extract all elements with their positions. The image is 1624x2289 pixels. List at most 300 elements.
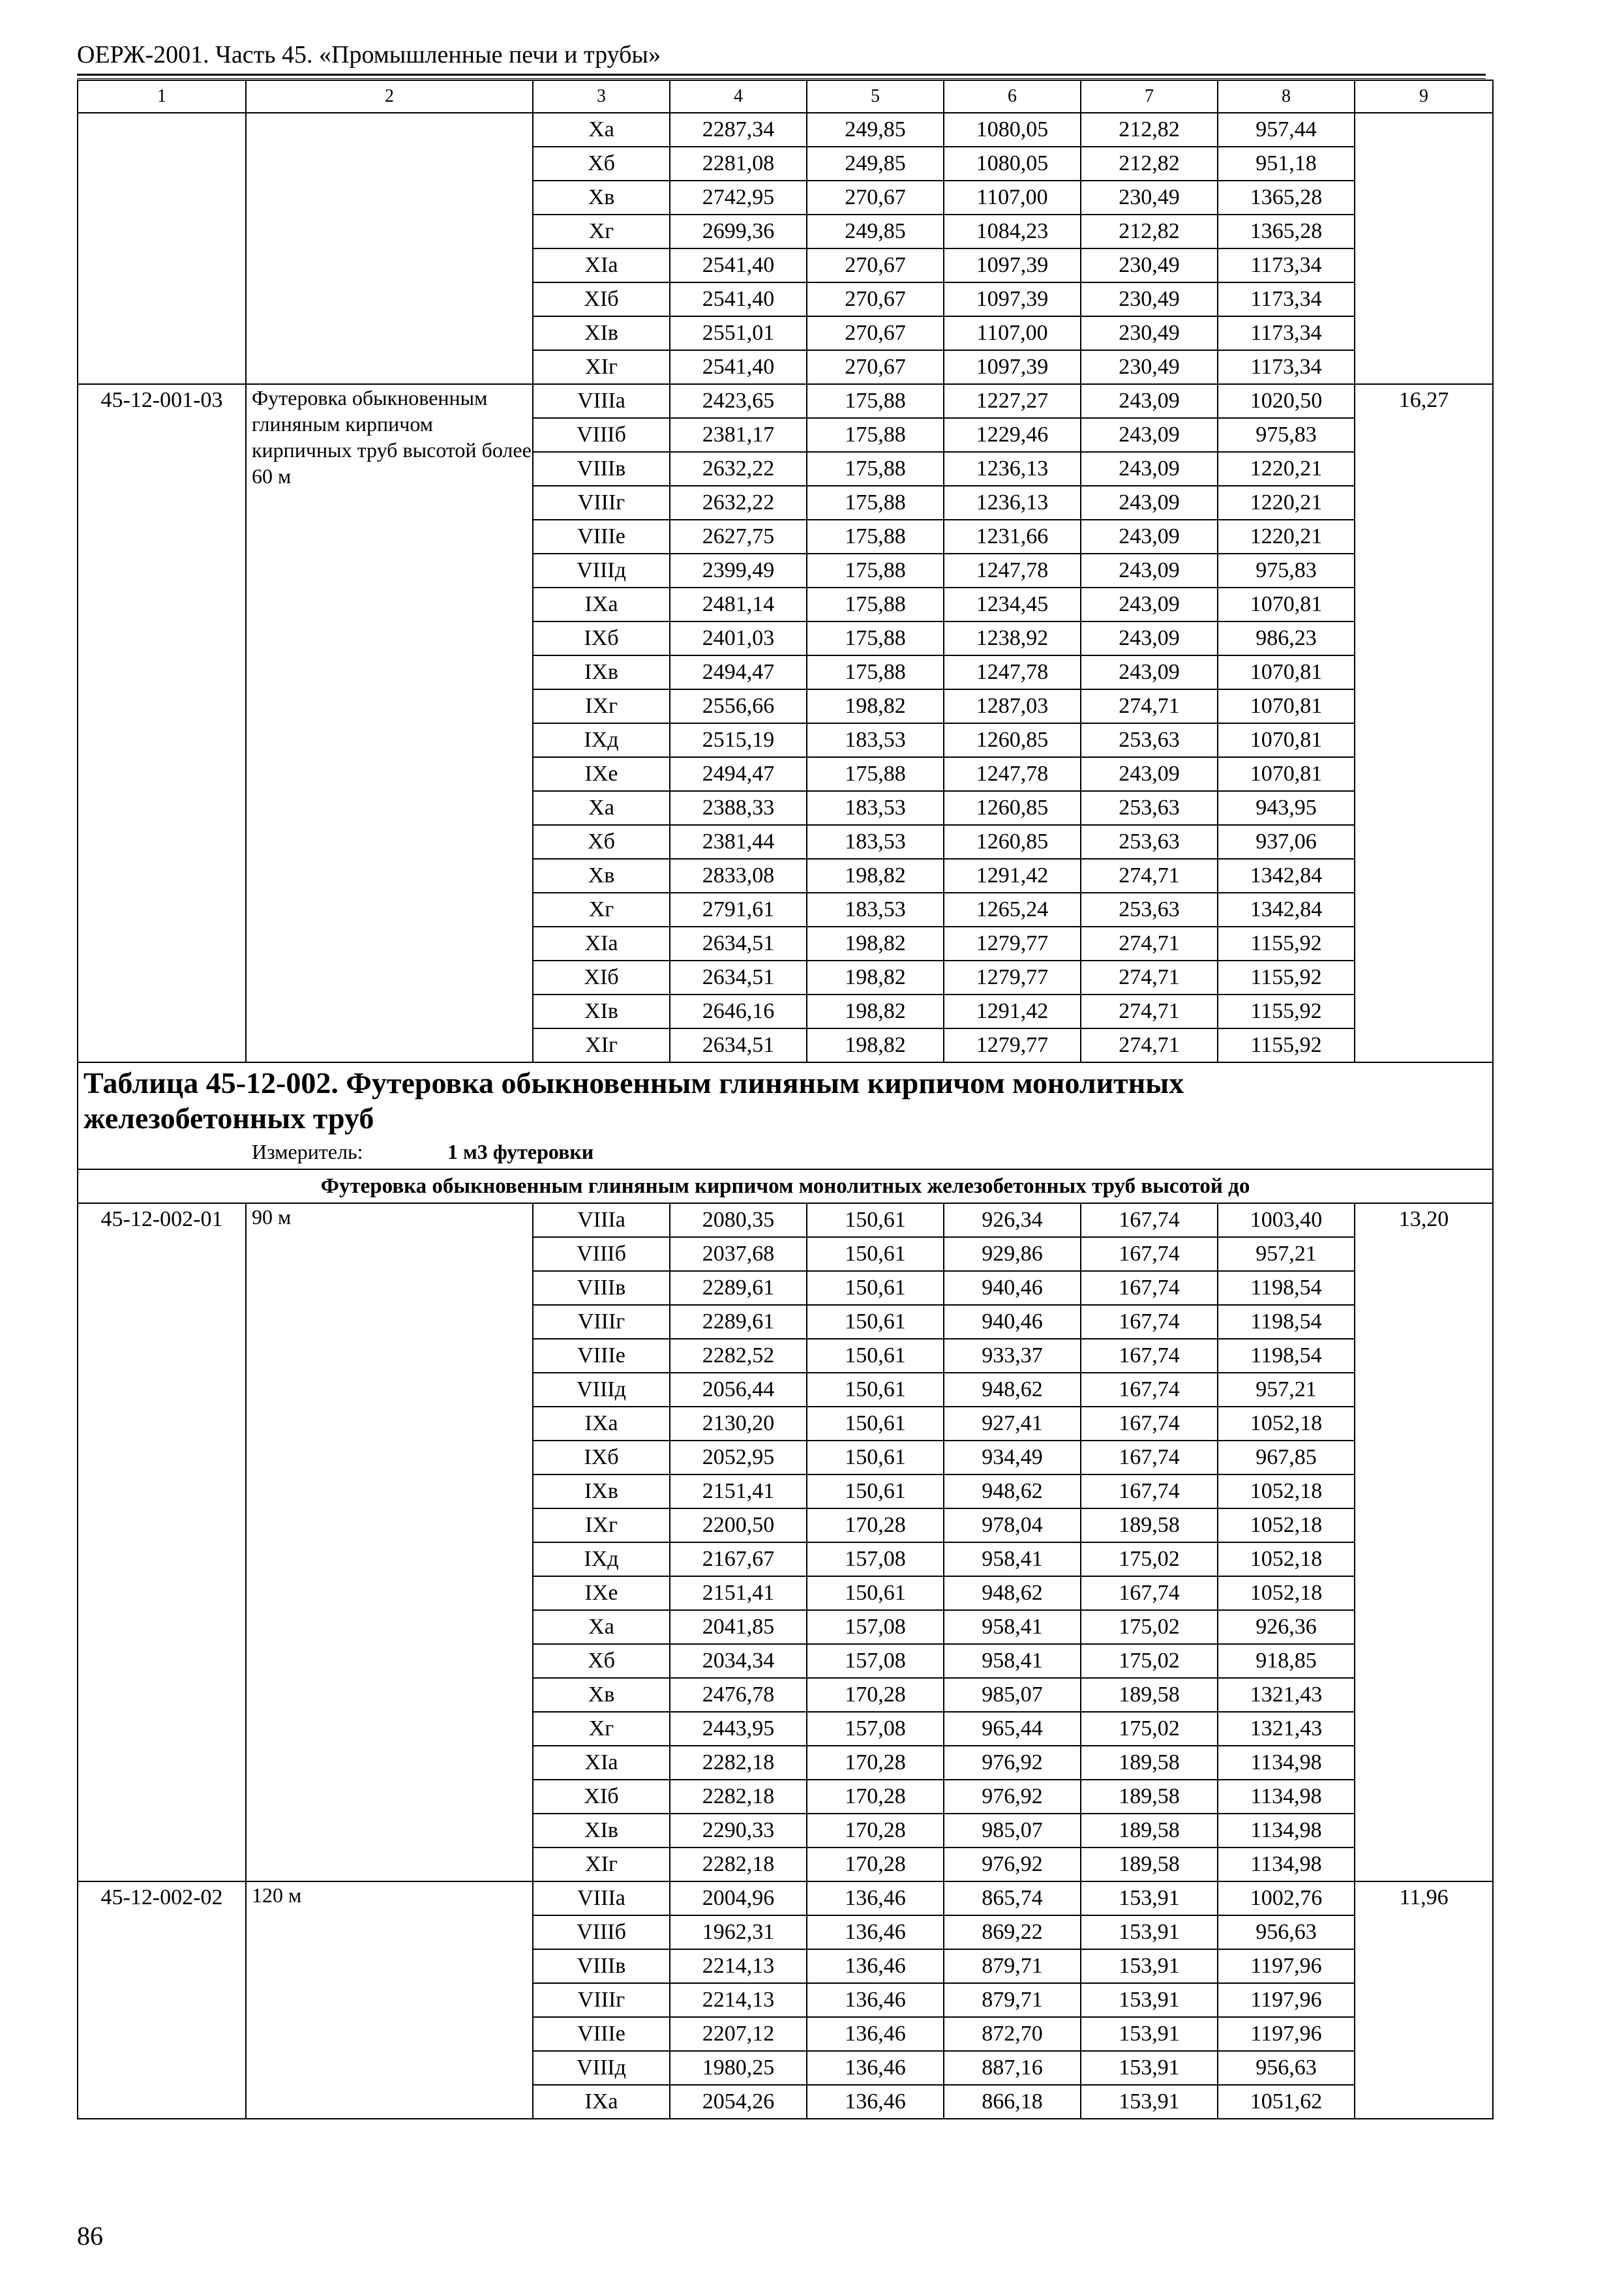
value-cell: 1291,42 — [944, 859, 1081, 893]
zone-cell: VIIIе — [533, 1339, 670, 1373]
zone-cell: IХд — [533, 1542, 670, 1576]
value-cell: 976,92 — [944, 1746, 1081, 1780]
value-cell: 1197,96 — [1218, 2017, 1355, 2051]
zone-cell: VIIIа — [533, 384, 670, 418]
value-cell: 183,53 — [807, 825, 944, 859]
labor-norm: 13,20 — [1355, 1203, 1493, 1881]
value-cell: 2289,61 — [670, 1271, 807, 1305]
value-cell: 957,21 — [1218, 1373, 1355, 1407]
value-cell: 975,83 — [1218, 554, 1355, 588]
column-number-cell: 8 — [1218, 80, 1355, 113]
value-cell: 879,71 — [944, 1949, 1081, 1983]
measure-unit-label: Измеритель: — [252, 1140, 363, 1163]
zone-cell: IХе — [533, 757, 670, 791]
value-cell: 2742,95 — [670, 181, 807, 215]
value-cell: 175,88 — [807, 384, 944, 418]
zone-cell: IХа — [533, 588, 670, 621]
column-number-cell: 2 — [246, 80, 533, 113]
value-cell: 136,46 — [807, 2051, 944, 2085]
value-cell: 2281,08 — [670, 147, 807, 181]
value-cell: 274,71 — [1081, 961, 1218, 995]
rate-code: 45-12-002-02 — [78, 1881, 246, 2119]
value-cell: 2541,40 — [670, 350, 807, 384]
value-cell: 175,88 — [807, 418, 944, 452]
rate-description: 90 м — [246, 1203, 533, 1881]
value-cell: 243,09 — [1081, 655, 1218, 689]
value-cell: 175,88 — [807, 621, 944, 655]
value-cell: 270,67 — [807, 181, 944, 215]
value-cell: 183,53 — [807, 893, 944, 927]
value-cell: 150,61 — [807, 1271, 944, 1305]
value-cell: 175,02 — [1081, 1644, 1218, 1678]
value-cell: 136,46 — [807, 2017, 944, 2051]
value-cell: 270,67 — [807, 350, 944, 384]
zone-cell: ХIб — [533, 1780, 670, 1814]
value-cell: 157,08 — [807, 1712, 944, 1746]
value-cell: 153,91 — [1081, 2017, 1218, 2051]
rate-description: 120 м — [246, 1881, 533, 2119]
labor-norm-continued — [1355, 113, 1493, 384]
value-cell: 2388,33 — [670, 791, 807, 825]
value-cell: 1197,96 — [1218, 1983, 1355, 2017]
value-cell: 150,61 — [807, 1373, 944, 1407]
value-cell: 175,88 — [807, 554, 944, 588]
value-cell: 212,82 — [1081, 147, 1218, 181]
value-cell: 948,62 — [944, 1373, 1081, 1407]
zone-cell: ХIг — [533, 350, 670, 384]
measure-unit — [83, 1136, 1492, 1167]
value-cell: 243,09 — [1081, 418, 1218, 452]
value-cell: 1173,34 — [1218, 316, 1355, 350]
measure-unit-value: 1 м3 футеровки — [447, 1140, 594, 1163]
table-subheading: Футеровка обыкновенным глиняным кирпичом монолитных железобетонных труб высотой до — [78, 1169, 1493, 1203]
value-cell: 1084,23 — [944, 215, 1081, 248]
labor-norm: 11,96 — [1355, 1881, 1493, 2119]
value-cell: 1080,05 — [944, 147, 1081, 181]
value-cell: 926,36 — [1218, 1610, 1355, 1644]
zone-cell: VIIIг — [533, 1983, 670, 2017]
value-cell: 157,08 — [807, 1610, 944, 1644]
value-cell: 167,74 — [1081, 1237, 1218, 1271]
value-cell: 943,95 — [1218, 791, 1355, 825]
value-cell: 1342,84 — [1218, 859, 1355, 893]
value-cell: 167,74 — [1081, 1576, 1218, 1610]
value-cell: 212,82 — [1081, 215, 1218, 248]
zone-cell: Хв — [533, 181, 670, 215]
value-cell: 167,74 — [1081, 1373, 1218, 1407]
value-cell: 2381,17 — [670, 418, 807, 452]
value-cell: 985,07 — [944, 1814, 1081, 1848]
zone-cell: IХд — [533, 723, 670, 757]
zone-cell: Ха — [533, 791, 670, 825]
value-cell: 157,08 — [807, 1644, 944, 1678]
rate-code-continued — [78, 113, 246, 384]
value-cell: 958,41 — [944, 1610, 1081, 1644]
value-cell: 189,58 — [1081, 1746, 1218, 1780]
value-cell: 2634,51 — [670, 927, 807, 961]
value-cell: 865,74 — [944, 1881, 1081, 1915]
value-cell: 1134,98 — [1218, 1746, 1355, 1780]
value-cell: 2130,20 — [670, 1407, 807, 1441]
column-number-cell: 6 — [944, 80, 1081, 113]
value-cell: 175,88 — [807, 486, 944, 520]
value-cell: 170,28 — [807, 1508, 944, 1542]
value-cell: 274,71 — [1081, 689, 1218, 723]
value-cell: 175,88 — [807, 452, 944, 486]
zone-cell: ХIв — [533, 995, 670, 1028]
zone-cell: VIIIд — [533, 2051, 670, 2085]
value-cell: 2632,22 — [670, 452, 807, 486]
value-cell: 1220,21 — [1218, 520, 1355, 554]
value-cell: 1070,81 — [1218, 655, 1355, 689]
value-cell: 986,23 — [1218, 621, 1355, 655]
zone-cell: Хв — [533, 859, 670, 893]
zone-cell: IХг — [533, 689, 670, 723]
value-cell: 150,61 — [807, 1474, 944, 1508]
value-cell: 1155,92 — [1218, 961, 1355, 995]
value-cell: 929,86 — [944, 1237, 1081, 1271]
zone-cell: IХб — [533, 621, 670, 655]
value-cell: 2056,44 — [670, 1373, 807, 1407]
value-cell: 2287,34 — [670, 113, 807, 147]
value-cell: 1052,18 — [1218, 1474, 1355, 1508]
value-cell: 189,58 — [1081, 1814, 1218, 1848]
value-cell: 198,82 — [807, 961, 944, 995]
table-title-line: Таблица 45-12-002. Футеровка обыкновенным глиняным кирпичом монолитных — [83, 1066, 1184, 1100]
value-cell: 175,02 — [1081, 1542, 1218, 1576]
value-cell: 1236,13 — [944, 452, 1081, 486]
zone-cell: VIIIд — [533, 554, 670, 588]
value-cell: 2699,36 — [670, 215, 807, 248]
value-cell: 2282,18 — [670, 1780, 807, 1814]
column-number-cell: 5 — [807, 80, 944, 113]
column-number-cell: 9 — [1355, 80, 1493, 113]
value-cell: 167,74 — [1081, 1339, 1218, 1373]
value-cell: 1291,42 — [944, 995, 1081, 1028]
value-cell: 2443,95 — [670, 1712, 807, 1746]
value-cell: 2290,33 — [670, 1814, 807, 1848]
value-cell: 274,71 — [1081, 995, 1218, 1028]
value-cell: 2214,13 — [670, 1949, 807, 1983]
value-cell: 230,49 — [1081, 316, 1218, 350]
value-cell: 2481,14 — [670, 588, 807, 621]
value-cell: 230,49 — [1081, 248, 1218, 282]
value-cell: 985,07 — [944, 1678, 1081, 1712]
value-cell: 1365,28 — [1218, 181, 1355, 215]
value-cell: 1236,13 — [944, 486, 1081, 520]
value-cell: 198,82 — [807, 995, 944, 1028]
value-cell: 230,49 — [1081, 181, 1218, 215]
value-cell: 2151,41 — [670, 1576, 807, 1610]
zone-cell: Хб — [533, 147, 670, 181]
header-rule — [77, 74, 1486, 76]
zone-cell: ХIб — [533, 961, 670, 995]
value-cell: 866,18 — [944, 2085, 1081, 2119]
value-cell: 243,09 — [1081, 757, 1218, 791]
zone-cell: ХIа — [533, 1746, 670, 1780]
value-cell: 230,49 — [1081, 350, 1218, 384]
value-cell: 933,37 — [944, 1339, 1081, 1373]
value-cell: 243,09 — [1081, 588, 1218, 621]
column-number-cell: 7 — [1081, 80, 1218, 113]
value-cell: 150,61 — [807, 1339, 944, 1373]
value-cell: 2289,61 — [670, 1305, 807, 1339]
zone-cell: ХIв — [533, 1814, 670, 1848]
value-cell: 2423,65 — [670, 384, 807, 418]
value-cell: 2207,12 — [670, 2017, 807, 2051]
value-cell: 1052,18 — [1218, 1576, 1355, 1610]
table-row — [78, 384, 1493, 418]
value-cell: 2381,44 — [670, 825, 807, 859]
value-cell: 927,41 — [944, 1407, 1081, 1441]
value-cell: 937,06 — [1218, 825, 1355, 859]
value-cell: 2551,01 — [670, 316, 807, 350]
value-cell: 1980,25 — [670, 2051, 807, 2085]
value-cell: 170,28 — [807, 1678, 944, 1712]
value-cell: 1227,27 — [944, 384, 1081, 418]
value-cell: 1002,76 — [1218, 1881, 1355, 1915]
value-cell: 167,74 — [1081, 1203, 1218, 1237]
value-cell: 2556,66 — [670, 689, 807, 723]
value-cell: 1279,77 — [944, 927, 1081, 961]
value-cell: 879,71 — [944, 1983, 1081, 2017]
value-cell: 1051,62 — [1218, 2085, 1355, 2119]
value-cell: 2037,68 — [670, 1237, 807, 1271]
value-cell: 170,28 — [807, 1780, 944, 1814]
value-cell: 198,82 — [807, 1028, 944, 1062]
value-cell: 1052,18 — [1218, 1542, 1355, 1576]
value-cell: 136,46 — [807, 1881, 944, 1915]
value-cell: 167,74 — [1081, 1441, 1218, 1474]
value-cell: 175,88 — [807, 757, 944, 791]
value-cell: 1052,18 — [1218, 1407, 1355, 1441]
value-cell: 2494,47 — [670, 757, 807, 791]
header-rule-thin — [77, 78, 1486, 79]
zone-cell: VIIIг — [533, 1305, 670, 1339]
zone-cell: VIIIа — [533, 1881, 670, 1915]
value-cell: 926,34 — [944, 1203, 1081, 1237]
page-header-title: ОЕРЖ-2001. Часть 45. «Промышленные печи и трубы» — [77, 41, 661, 68]
value-cell: 1260,85 — [944, 791, 1081, 825]
value-cell: 1231,66 — [944, 520, 1081, 554]
value-cell: 1134,98 — [1218, 1848, 1355, 1881]
value-cell: 274,71 — [1081, 927, 1218, 961]
value-cell: 189,58 — [1081, 1508, 1218, 1542]
value-cell: 1260,85 — [944, 723, 1081, 757]
value-cell: 965,44 — [944, 1712, 1081, 1746]
value-cell: 958,41 — [944, 1542, 1081, 1576]
value-cell: 167,74 — [1081, 1407, 1218, 1441]
value-cell: 153,91 — [1081, 2085, 1218, 2119]
value-cell: 170,28 — [807, 1746, 944, 1780]
value-cell: 956,63 — [1218, 1915, 1355, 1949]
zone-cell: IХг — [533, 1508, 670, 1542]
zone-cell: Хг — [533, 215, 670, 248]
value-cell: 2151,41 — [670, 1474, 807, 1508]
value-cell: 150,61 — [807, 1203, 944, 1237]
value-cell: 150,61 — [807, 1237, 944, 1271]
zone-cell: ХIб — [533, 282, 670, 316]
value-cell: 2634,51 — [670, 961, 807, 995]
value-cell: 957,44 — [1218, 113, 1355, 147]
value-cell: 2541,40 — [670, 282, 807, 316]
column-number-row — [78, 80, 1493, 113]
zone-cell: IХв — [533, 655, 670, 689]
value-cell: 2833,08 — [670, 859, 807, 893]
value-cell: 1238,92 — [944, 621, 1081, 655]
value-cell: 198,82 — [807, 927, 944, 961]
value-cell: 958,41 — [944, 1644, 1081, 1678]
value-cell: 1321,43 — [1218, 1678, 1355, 1712]
value-cell: 1134,98 — [1218, 1814, 1355, 1848]
value-cell: 183,53 — [807, 791, 944, 825]
value-cell: 957,21 — [1218, 1237, 1355, 1271]
value-cell: 940,46 — [944, 1271, 1081, 1305]
table-title-line: железобетонных труб — [83, 1101, 374, 1135]
value-cell: 2494,47 — [670, 655, 807, 689]
value-cell: 243,09 — [1081, 452, 1218, 486]
value-cell: 1070,81 — [1218, 757, 1355, 791]
value-cell: 150,61 — [807, 1407, 944, 1441]
value-cell: 2034,34 — [670, 1644, 807, 1678]
value-cell: 1265,24 — [944, 893, 1081, 927]
value-cell: 1173,34 — [1218, 282, 1355, 316]
value-cell: 1247,78 — [944, 655, 1081, 689]
value-cell: 1107,00 — [944, 181, 1081, 215]
value-cell: 951,18 — [1218, 147, 1355, 181]
value-cell: 175,02 — [1081, 1712, 1218, 1746]
rates-table — [77, 80, 1494, 2119]
table-subheading-row — [78, 1169, 1493, 1203]
zone-cell: Хг — [533, 893, 670, 927]
value-cell: 175,88 — [807, 655, 944, 689]
value-cell: 2052,95 — [670, 1441, 807, 1474]
value-cell: 253,63 — [1081, 723, 1218, 757]
value-cell: 1020,50 — [1218, 384, 1355, 418]
value-cell: 150,61 — [807, 1305, 944, 1339]
value-cell: 1260,85 — [944, 825, 1081, 859]
zone-cell: ХIа — [533, 927, 670, 961]
value-cell: 1287,03 — [944, 689, 1081, 723]
value-cell: 1070,81 — [1218, 588, 1355, 621]
value-cell: 1198,54 — [1218, 1305, 1355, 1339]
value-cell: 136,46 — [807, 2085, 944, 2119]
value-cell: 2167,67 — [670, 1542, 807, 1576]
zone-cell: Ха — [533, 113, 670, 147]
value-cell: 918,85 — [1218, 1644, 1355, 1678]
value-cell: 2041,85 — [670, 1610, 807, 1644]
value-cell: 243,09 — [1081, 384, 1218, 418]
value-cell: 948,62 — [944, 1576, 1081, 1610]
value-cell: 2541,40 — [670, 248, 807, 282]
value-cell: 2632,22 — [670, 486, 807, 520]
value-cell: 243,09 — [1081, 554, 1218, 588]
value-cell: 153,91 — [1081, 1983, 1218, 2017]
column-number-cell: 3 — [533, 80, 670, 113]
zone-cell: Ха — [533, 1610, 670, 1644]
value-cell: 243,09 — [1081, 621, 1218, 655]
value-cell: 1134,98 — [1218, 1780, 1355, 1814]
value-cell: 189,58 — [1081, 1848, 1218, 1881]
zone-cell: Хв — [533, 1678, 670, 1712]
value-cell: 2080,35 — [670, 1203, 807, 1237]
value-cell: 2627,75 — [670, 520, 807, 554]
value-cell: 2515,19 — [670, 723, 807, 757]
value-cell: 948,62 — [944, 1474, 1081, 1508]
column-number-cell: 1 — [78, 80, 246, 113]
value-cell: 2054,26 — [670, 2085, 807, 2119]
value-cell: 253,63 — [1081, 825, 1218, 859]
zone-cell: VIIIд — [533, 1373, 670, 1407]
zone-cell: ХIа — [533, 248, 670, 282]
value-cell: 150,61 — [807, 1576, 944, 1610]
value-cell: 153,91 — [1081, 1915, 1218, 1949]
value-cell: 153,91 — [1081, 1881, 1218, 1915]
value-cell: 1107,00 — [944, 316, 1081, 350]
zone-cell: VIIIе — [533, 520, 670, 554]
value-cell: 1003,40 — [1218, 1203, 1355, 1237]
zone-cell: IХе — [533, 1576, 670, 1610]
value-cell: 249,85 — [807, 215, 944, 248]
zone-cell: VIIIв — [533, 1271, 670, 1305]
value-cell: 1173,34 — [1218, 248, 1355, 282]
value-cell: 1197,96 — [1218, 1949, 1355, 1983]
zone-cell: VIIIе — [533, 2017, 670, 2051]
value-cell: 270,67 — [807, 248, 944, 282]
page-number: 86 — [77, 2221, 103, 2251]
table-title-row — [78, 1062, 1493, 1169]
value-cell: 270,67 — [807, 316, 944, 350]
rate-code: 45-12-001-03 — [78, 384, 246, 1062]
value-cell: 189,58 — [1081, 1780, 1218, 1814]
value-cell: 1247,78 — [944, 757, 1081, 791]
value-cell: 1070,81 — [1218, 689, 1355, 723]
value-cell: 934,49 — [944, 1441, 1081, 1474]
zone-cell: VIIIб — [533, 1237, 670, 1271]
rate-description: Футеровка обыкновенным глиняным кирпичом кирпичных труб высотой более 60 м — [246, 384, 533, 1062]
value-cell: 167,74 — [1081, 1474, 1218, 1508]
value-cell: 956,63 — [1218, 2051, 1355, 2085]
rate-description-continued — [246, 113, 533, 384]
zone-cell: Хб — [533, 1644, 670, 1678]
value-cell: 274,71 — [1081, 1028, 1218, 1062]
value-cell: 1097,39 — [944, 282, 1081, 316]
zone-cell: VIIIв — [533, 452, 670, 486]
value-cell: 167,74 — [1081, 1271, 1218, 1305]
value-cell: 274,71 — [1081, 859, 1218, 893]
value-cell: 1279,77 — [944, 961, 1081, 995]
value-cell: 978,04 — [944, 1508, 1081, 1542]
zone-cell: IХа — [533, 1407, 670, 1441]
table-row — [78, 1881, 1493, 1915]
value-cell: 189,58 — [1081, 1678, 1218, 1712]
zone-cell: IХв — [533, 1474, 670, 1508]
zone-cell: VIIIа — [533, 1203, 670, 1237]
table-title — [83, 1066, 1492, 1136]
labor-norm: 16,27 — [1355, 384, 1493, 1062]
value-cell: 136,46 — [807, 1915, 944, 1949]
zone-cell: ХIг — [533, 1848, 670, 1881]
zone-cell: ХIг — [533, 1028, 670, 1062]
value-cell: 1229,46 — [944, 418, 1081, 452]
value-cell: 170,28 — [807, 1814, 944, 1848]
table-title-cell — [78, 1062, 1493, 1169]
rate-code: 45-12-002-01 — [78, 1203, 246, 1881]
zone-cell: VIIIв — [533, 1949, 670, 1983]
table-row — [78, 113, 1493, 147]
table-row — [78, 1203, 1493, 1237]
value-cell: 2282,18 — [670, 1848, 807, 1881]
